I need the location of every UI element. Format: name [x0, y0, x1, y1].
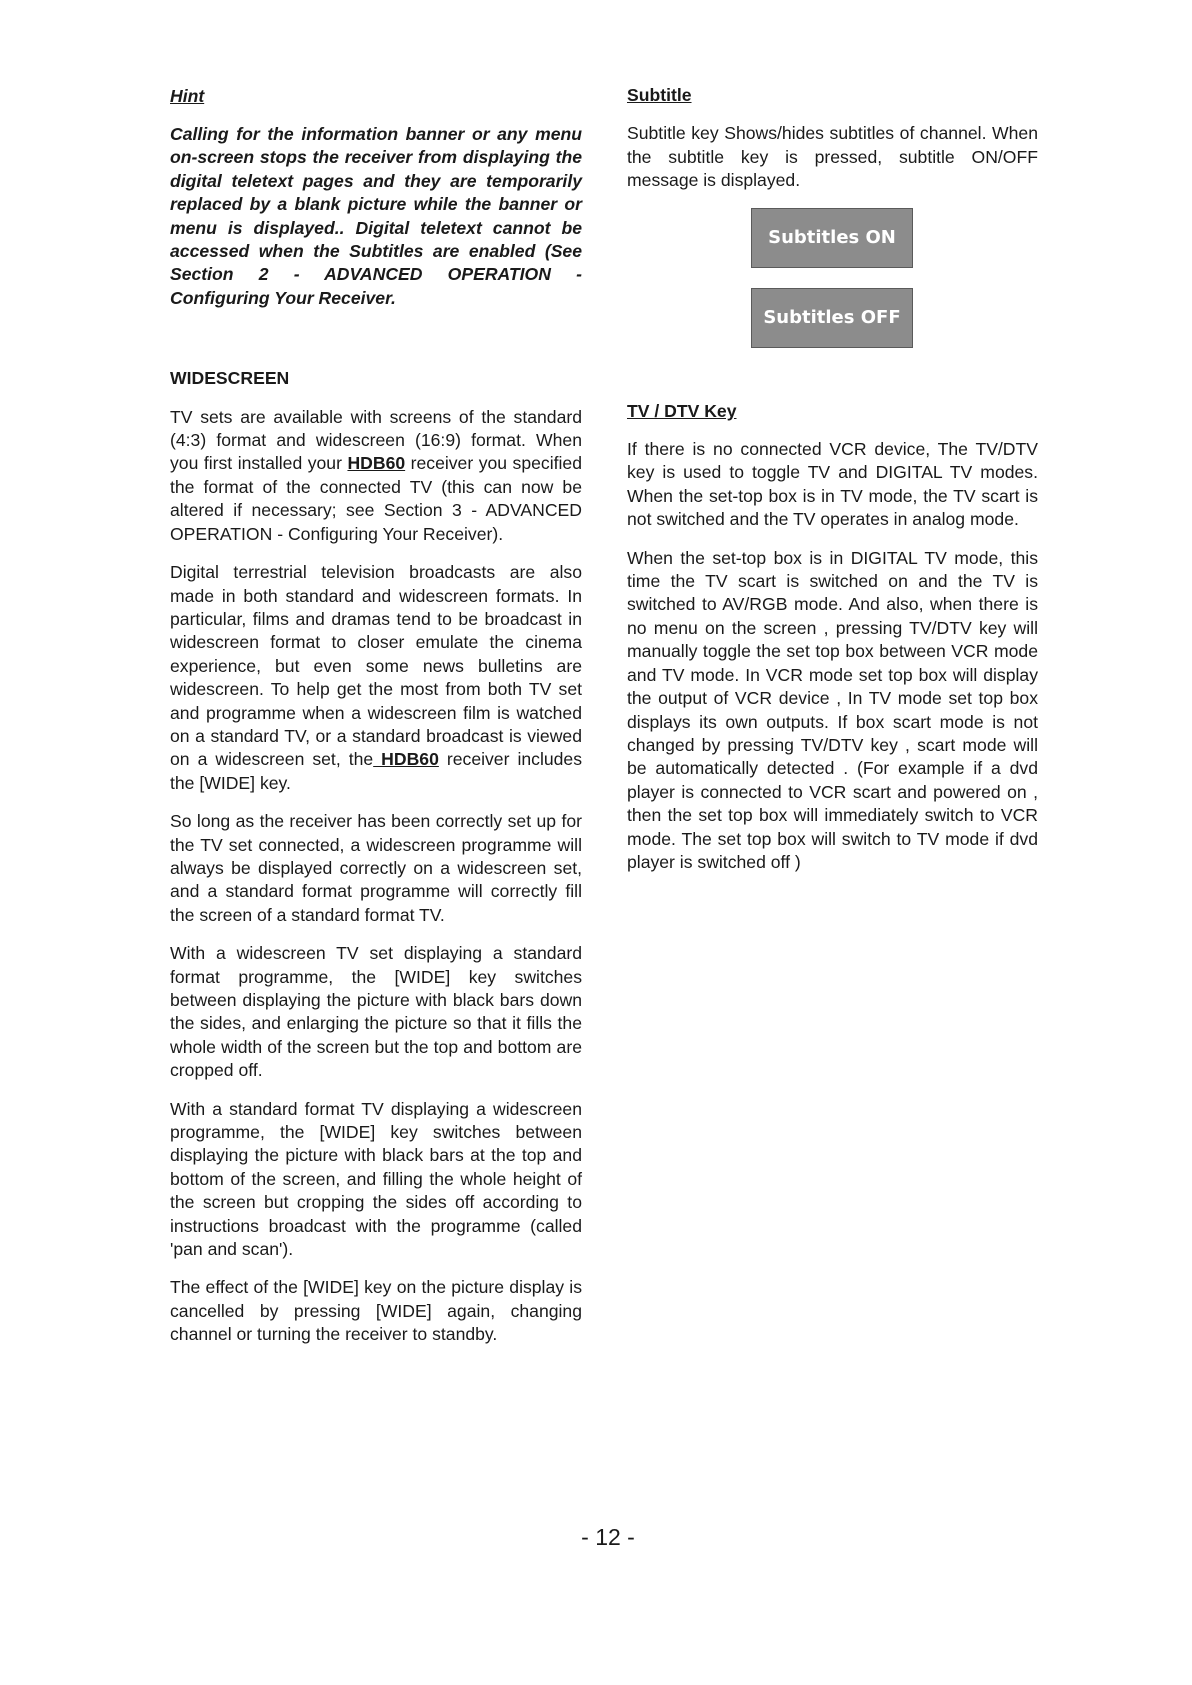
- widescreen-paragraph-3: So long as the receiver has been correctly set up for the TV set connected, a widescreen programme will always be displayed correctly on a widescreen set, and a standard format programme will correctly fill the screen of a standard format TV.: [170, 811, 582, 925]
- right-column: [627, 84, 1038, 889]
- widescreen-paragraph-2: Digital terrestrial television broadcasts are also made in both standard and widescreen formats. In particular, films and dramas tend to be broadcast in widescreen format to closer emulate the cinema experience, but even some news bulletins are widescreen. To help get the most from both TV set and programme when a widescreen film is watched on a standard TV, or a standard broadcast is viewed on a widescreen set, the HDB60 receiver includes the [WIDE] key.: [170, 562, 583, 793]
- hint-heading: Hint: [170, 86, 205, 106]
- widescreen-paragraph-6: The effect of the [WIDE] key on the picture display is cancelled by pressing [WIDE] again, changing channel or turning the receiver to standby.: [170, 1277, 582, 1345]
- brand-name: HDB60: [347, 453, 406, 474]
- widescreen-paragraph-1: TV sets are available with screens of the standard (4:3) format and widescreen (16:9) format. When you first installed your HDB60 receiver you specified the format of the connected TV (this can now be altered if necessary; see Section 3 - ADVANCED OPERATION - Configuring Your Receiver).: [170, 406, 582, 544]
- tv-dtv-key-heading: TV / DTV Key: [627, 400, 737, 421]
- page-number: - 12 -: [581, 1524, 635, 1550]
- subtitle-heading: Subtitle: [627, 85, 692, 105]
- subtitles-on-banner: Subtitles ON: [751, 208, 913, 268]
- widescreen-paragraph-4: With a widescreen TV set displaying a standard format programme, the [WIDE] key switches between displaying the picture with black bars down the sides, and enlarging the picture so that it fills the whole width of the screen but the top and bottom are cropped off.: [170, 943, 582, 1081]
- tv-dtv-paragraph-1: If there is no connected VCR device, The TV/DTV key is used to toggle TV and DIGITAL TV modes. When the set-top box is in TV mode, the TV scart is not switched and the TV operates in analog mode.: [627, 439, 1038, 530]
- hint-text: Calling for the information banner or any menu on-screen stops the receiver from displaying the digital teletext pages and they are temporarily replaced by a blank picture while the banner or menu is displayed.. Digital teletext cannot be accessed when the Subtitles are enabled (See Section 2 - ADVANCED OPERATION - Configuring Your Receiver.: [170, 124, 582, 308]
- tv-dtv-paragraph-2: When the set-top box is in DIGITAL TV mode, this time the TV scart is switched on and the TV is switched to AV/RGB mode. And also, when there is no menu on the screen , pressing TV/DTV key will manually toggle the set top box between VCR mode and TV mode. In VCR mode set top box will display the output of VCR device , In TV mode set top box displays its own outputs. If box scart mode is not changed by pressing TV/DTV key , scart mode will be automatically detected . (For example if a dvd player is connected to VCR scart and powered on , then the set top box will immediately switch to VCR mode. The set top box will switch to TV mode if dvd player is switched off ): [627, 547, 1038, 872]
- subtitles-off-banner: Subtitles OFF: [751, 288, 913, 348]
- brand-name: HDB60: [373, 749, 439, 770]
- left-column: [170, 84, 582, 1362]
- subtitle-description: Subtitle key Shows/hides subtitles of channel. When the subtitle key is pressed, subtitle ON/OFF message is displayed.: [627, 123, 1038, 191]
- widescreen-heading: WIDESCREEN: [170, 368, 290, 389]
- subtitle-osd-examples: [627, 208, 1038, 400]
- widescreen-paragraph-5: With a standard format TV displaying a widescreen programme, the [WIDE] key switches between displaying the picture with black bars at the top and bottom of the screen, and filling the whole height of the screen but cropping the sides off according to instructions broadcast with the programme (called 'pan and scan').: [170, 1098, 582, 1260]
